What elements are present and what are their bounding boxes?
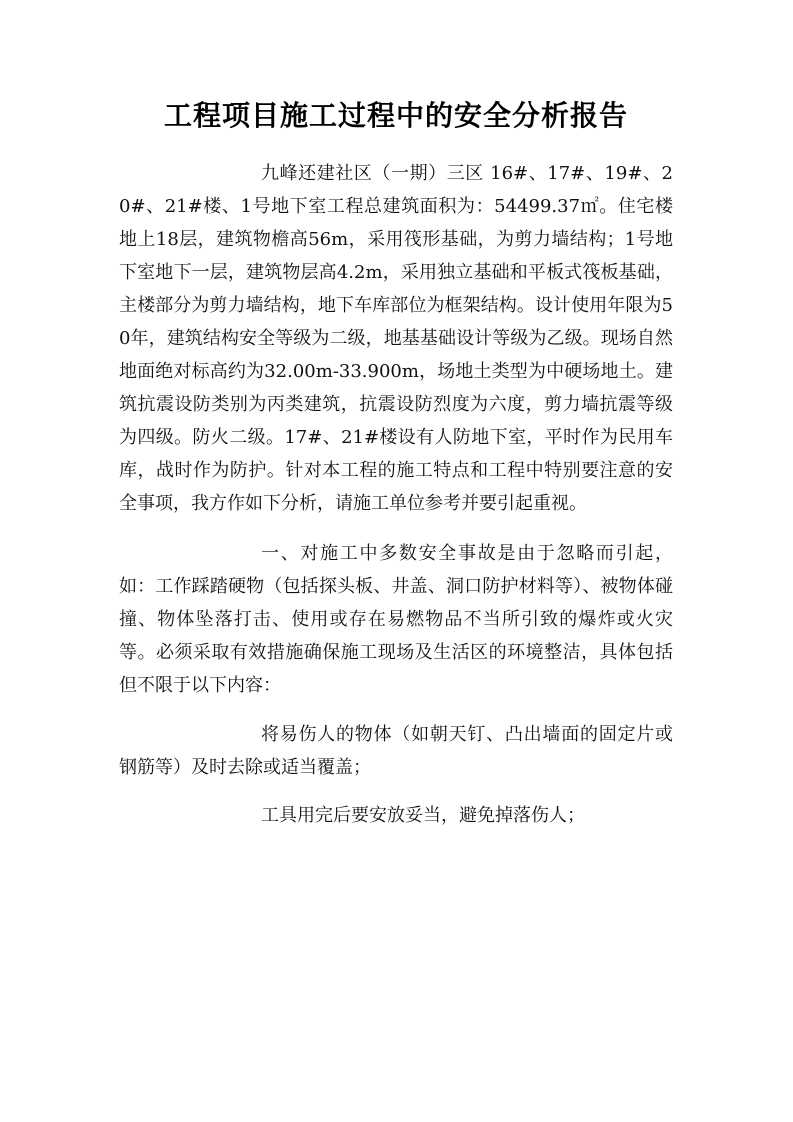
document-title: 工程项目施工过程中的安全分析报告	[163, 99, 628, 132]
safety-analysis-paragraph: 一、对施工中多数安全事故是由于忽略而引起，如：工作踩踏硬物（包括探头板、井盖、洞口防护材料等）、被物体碰撞、物体坠落打击、使用或存在易燃物品不当所引致的爆炸或火灾等。必须采取有效措施确保施工现场及生活区的环境整洁，具体包括但不限于以下内容：	[119, 543, 673, 696]
project-overview-paragraph: 九峰还建社区（一期）三区 16#、17#、19#、20#、21#楼、1号地下室工程总建筑面积为：54499.37㎡。住宅楼地上18层，建筑物檐高56m，采用筏形基础，为剪力墙结构；1号地下室地下一层，建筑物层高4.2m，采用独立基础和平板式筏板基础，主楼部分为剪力墙结构，地下车库部位为框架结构。设计使用年限为50年，建筑结构安全等级为二级，地基基础设计等级为乙级。现场自然地面绝对标高约为32.00m-33.900m，场地土类型为中硬场地土。建筑抗震设防类别为丙类建筑，抗震设防烈度为六度，剪力墙抗震等级为四级。防火二级。17#、21#楼设有人防地下室，平时作为民用车库，战时作为防护。针对本工程的施工特点和工程中特别要注意的安全事项，我方作如下分析，请施工单位参考并要引起重视。	[119, 163, 673, 514]
tool-storage-paragraph: 工具用完后要安放妥当，避免掉落伤人；	[261, 805, 585, 826]
hazard-removal-paragraph: 将易伤人的物体（如朝天钉、凸出墙面的固定片或钢筋等）及时去除或适当覆盖；	[119, 724, 673, 778]
document-body	[119, 157, 673, 832]
